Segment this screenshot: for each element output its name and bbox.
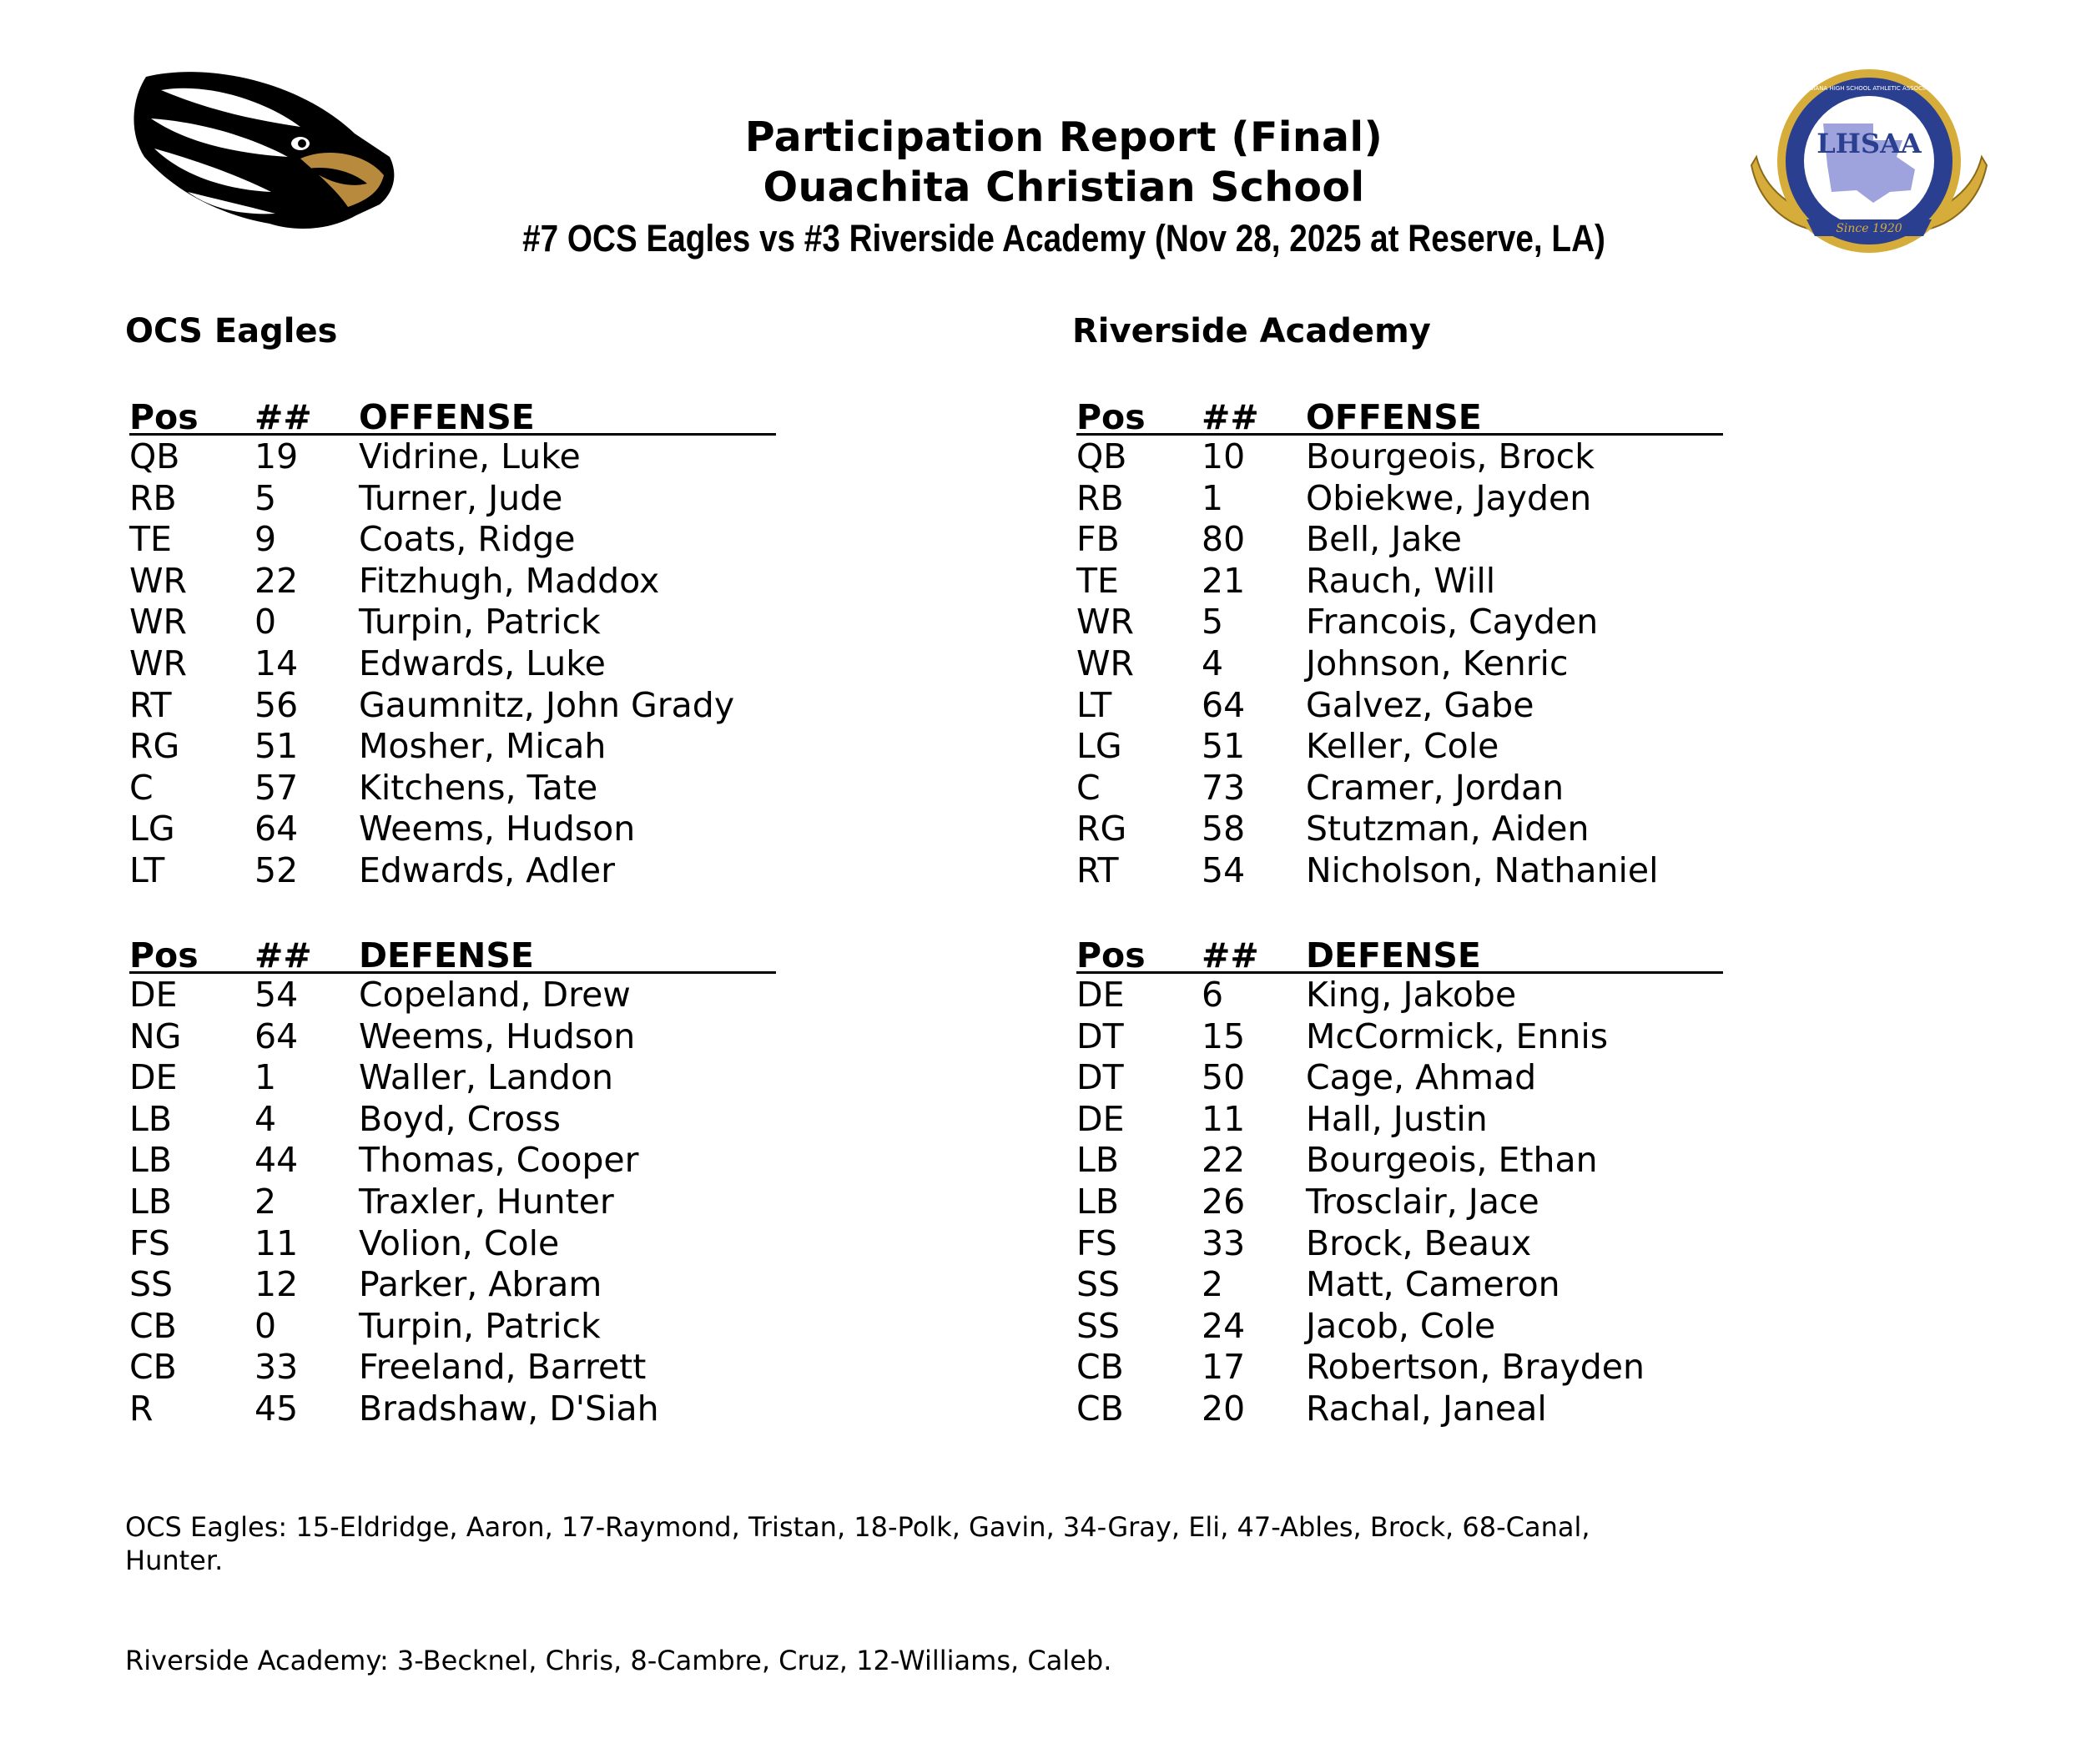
player-name: Rachal, Janeal bbox=[1306, 1388, 1547, 1429]
player-number: 10 bbox=[1202, 436, 1246, 476]
player-name: Jacob, Cole bbox=[1306, 1305, 1496, 1346]
player-row bbox=[129, 808, 776, 849]
player-position: LB bbox=[129, 1098, 172, 1139]
player-name: McCormick, Ennis bbox=[1306, 1016, 1609, 1056]
player-name: Boyd, Cross bbox=[359, 1098, 561, 1139]
ocs-substitutes: OCS Eagles: 15-Eldridge, Aaron, 17-Raymond, Tristan, 18-Polk, Gavin, 34-Gray, Eli, 47-Ables, Brock, 68-Canal, Hunter. bbox=[125, 1511, 1590, 1576]
player-position: LB bbox=[1076, 1140, 1119, 1181]
player-number: 2 bbox=[1202, 1264, 1224, 1305]
player-name: Waller, Landon bbox=[359, 1057, 614, 1098]
player-name: King, Jakobe bbox=[1306, 975, 1517, 1015]
player-position: DE bbox=[129, 1057, 178, 1098]
player-name: Brock, Beaux bbox=[1306, 1222, 1532, 1263]
player-position: CB bbox=[129, 1347, 177, 1388]
player-position: LB bbox=[129, 1140, 172, 1181]
player-position: WR bbox=[129, 560, 188, 601]
player-position: RT bbox=[129, 684, 172, 725]
player-row bbox=[1076, 808, 1723, 849]
player-number: 64 bbox=[1202, 684, 1246, 725]
player-row bbox=[129, 684, 776, 726]
player-position: R bbox=[129, 1388, 154, 1429]
player-position: CB bbox=[1076, 1347, 1124, 1388]
player-name: Freeland, Barrett bbox=[359, 1347, 647, 1388]
player-name: Gaumnitz, John Grady bbox=[359, 684, 735, 725]
player-position: LT bbox=[1076, 684, 1112, 725]
player-row bbox=[1076, 518, 1723, 560]
player-row bbox=[1076, 1346, 1723, 1388]
player-row bbox=[129, 518, 776, 560]
player-position: NG bbox=[129, 1016, 182, 1056]
player-name: Bell, Jake bbox=[1306, 519, 1462, 560]
player-position: SS bbox=[1076, 1264, 1121, 1305]
player-name: Turpin, Patrick bbox=[359, 1305, 601, 1346]
player-name: Volion, Cole bbox=[359, 1222, 560, 1263]
col-unit: DEFENSE bbox=[1306, 935, 1481, 975]
player-number: 45 bbox=[254, 1388, 299, 1429]
col-num: ## bbox=[254, 397, 312, 437]
player-row bbox=[129, 1222, 776, 1264]
col-num: ## bbox=[1202, 935, 1259, 975]
player-row bbox=[1076, 684, 1723, 726]
player-row bbox=[1076, 767, 1723, 809]
player-row bbox=[129, 1098, 776, 1140]
player-name: Rauch, Will bbox=[1306, 560, 1496, 601]
team-name: Riverside Academy bbox=[1072, 312, 1431, 350]
player-number: 19 bbox=[254, 436, 299, 476]
offense-roster bbox=[1076, 392, 1723, 891]
player-number: 64 bbox=[254, 809, 299, 849]
player-name: Thomas, Cooper bbox=[359, 1140, 639, 1181]
player-number: 44 bbox=[254, 1140, 299, 1181]
player-number: 73 bbox=[1202, 767, 1246, 808]
player-name: Matt, Cameron bbox=[1306, 1264, 1560, 1305]
player-name: Weems, Hudson bbox=[359, 809, 636, 849]
player-row bbox=[1076, 849, 1723, 891]
player-name: Fitzhugh, Maddox bbox=[359, 560, 660, 601]
player-name: Robertson, Brayden bbox=[1306, 1347, 1645, 1388]
player-position: TE bbox=[1076, 560, 1119, 601]
player-name: Keller, Cole bbox=[1306, 726, 1499, 767]
offense-roster bbox=[129, 392, 776, 891]
player-name: Hall, Justin bbox=[1306, 1098, 1488, 1139]
player-number: 56 bbox=[254, 684, 299, 725]
player-number: 21 bbox=[1202, 560, 1246, 601]
player-number: 80 bbox=[1202, 519, 1246, 560]
col-pos: Pos bbox=[129, 935, 199, 975]
player-number: 11 bbox=[254, 1222, 299, 1263]
school-name: Ouachita Christian School bbox=[763, 164, 1365, 211]
player-name: Parker, Abram bbox=[359, 1264, 602, 1305]
player-number: 54 bbox=[254, 975, 299, 1015]
player-name: Edwards, Luke bbox=[359, 643, 606, 683]
player-position: QB bbox=[129, 436, 180, 476]
player-number: 11 bbox=[1202, 1098, 1246, 1139]
player-row bbox=[1076, 601, 1723, 643]
player-row bbox=[129, 767, 776, 809]
player-row bbox=[129, 1181, 776, 1222]
player-name: Kitchens, Tate bbox=[359, 767, 598, 808]
roster-header bbox=[129, 392, 776, 436]
player-position: LT bbox=[129, 849, 165, 890]
player-row bbox=[1076, 1263, 1723, 1305]
roster-header bbox=[1076, 930, 1723, 974]
player-number: 6 bbox=[1202, 975, 1224, 1015]
player-name: Cage, Ahmad bbox=[1306, 1057, 1537, 1098]
player-position: DE bbox=[1076, 975, 1125, 1015]
report-title: Participation Report (Final) bbox=[744, 113, 1383, 161]
player-row bbox=[1076, 974, 1723, 1016]
player-row bbox=[129, 849, 776, 891]
player-position: WR bbox=[129, 602, 188, 643]
col-unit: OFFENSE bbox=[359, 397, 535, 437]
player-position: C bbox=[1076, 767, 1101, 808]
player-name: Vidrine, Luke bbox=[359, 436, 581, 476]
player-row bbox=[129, 1305, 776, 1347]
player-position: SS bbox=[1076, 1305, 1121, 1346]
defense-roster bbox=[129, 930, 776, 1429]
player-name: Stutzman, Aiden bbox=[1306, 809, 1590, 849]
lhsaa-ring-text: LOUISIANA HIGH SCHOOL ATHLETIC ASSOCIATION bbox=[1796, 85, 1942, 92]
player-name: Obiekwe, Jayden bbox=[1306, 477, 1592, 518]
player-position: SS bbox=[129, 1264, 174, 1305]
col-pos: Pos bbox=[1076, 935, 1146, 975]
player-position: WR bbox=[1076, 643, 1135, 683]
team-name: OCS Eagles bbox=[125, 312, 338, 350]
player-position: FB bbox=[1076, 519, 1120, 560]
player-row bbox=[129, 560, 776, 602]
player-number: 33 bbox=[1202, 1222, 1246, 1263]
player-position: C bbox=[129, 767, 154, 808]
player-row bbox=[1076, 436, 1723, 477]
player-number: 5 bbox=[254, 477, 277, 518]
player-position: CB bbox=[1076, 1388, 1124, 1429]
player-position: TE bbox=[129, 519, 172, 560]
player-name: Weems, Hudson bbox=[359, 1016, 636, 1056]
col-pos: Pos bbox=[1076, 397, 1146, 437]
player-number: 15 bbox=[1202, 1016, 1246, 1056]
player-name: Edwards, Adler bbox=[359, 849, 615, 890]
lhsaa-text: LHSAA bbox=[1816, 128, 1922, 159]
player-name: Turner, Jude bbox=[359, 477, 563, 518]
player-name: Traxler, Hunter bbox=[359, 1181, 614, 1222]
player-number: 0 bbox=[254, 602, 277, 643]
riverside-substitutes: Riverside Academy: 3-Becknel, Chris, 8-Cambre, Cruz, 12-Williams, Caleb. bbox=[125, 1645, 1112, 1676]
player-name: Bourgeois, Brock bbox=[1306, 436, 1595, 476]
player-position: DE bbox=[129, 975, 178, 1015]
player-row bbox=[129, 725, 776, 767]
player-name: Turpin, Patrick bbox=[359, 602, 601, 643]
player-number: 57 bbox=[254, 767, 299, 808]
player-number: 5 bbox=[1202, 602, 1224, 643]
player-number: 54 bbox=[1202, 849, 1246, 890]
player-row bbox=[1076, 560, 1723, 602]
player-row bbox=[1076, 725, 1723, 767]
matchup-line: #7 OCS Eagles vs #3 Riverside Academy (Nov 28, 2025 at Reserve, LA) bbox=[522, 217, 1605, 260]
player-number: 58 bbox=[1202, 809, 1246, 849]
player-number: 24 bbox=[1202, 1305, 1246, 1346]
player-number: 0 bbox=[254, 1305, 277, 1346]
col-pos: Pos bbox=[129, 397, 199, 437]
player-name: Bourgeois, Ethan bbox=[1306, 1140, 1598, 1181]
player-row bbox=[1076, 1222, 1723, 1264]
lhsaa-since-text: Since 1920 bbox=[1836, 222, 1902, 235]
player-number: 20 bbox=[1202, 1388, 1246, 1429]
player-row bbox=[1076, 1056, 1723, 1098]
player-position: RB bbox=[1076, 477, 1124, 518]
player-position: WR bbox=[1076, 602, 1135, 643]
player-name: Galvez, Gabe bbox=[1306, 684, 1534, 725]
player-position: DT bbox=[1076, 1057, 1124, 1098]
player-position: LB bbox=[129, 1181, 172, 1222]
player-row bbox=[129, 1346, 776, 1388]
player-position: WR bbox=[129, 643, 188, 683]
player-row bbox=[1076, 1016, 1723, 1057]
player-row bbox=[129, 1139, 776, 1181]
player-number: 14 bbox=[254, 643, 299, 683]
player-position: DT bbox=[1076, 1016, 1124, 1056]
player-row bbox=[1076, 1181, 1723, 1222]
player-row bbox=[1076, 477, 1723, 519]
player-row bbox=[1076, 1098, 1723, 1140]
player-position: FS bbox=[1076, 1222, 1117, 1263]
player-number: 22 bbox=[254, 560, 299, 601]
player-row bbox=[129, 1263, 776, 1305]
player-row bbox=[129, 643, 776, 684]
player-row bbox=[129, 601, 776, 643]
player-position: RG bbox=[129, 726, 180, 767]
player-number: 1 bbox=[254, 1057, 277, 1098]
roster-header bbox=[129, 930, 776, 974]
player-row bbox=[129, 477, 776, 519]
player-number: 2 bbox=[254, 1181, 277, 1222]
player-name: Cramer, Jordan bbox=[1306, 767, 1564, 808]
player-position: RG bbox=[1076, 809, 1127, 849]
player-number: 33 bbox=[254, 1347, 299, 1388]
player-position: QB bbox=[1076, 436, 1127, 476]
player-row bbox=[1076, 1305, 1723, 1347]
player-number: 51 bbox=[254, 726, 299, 767]
player-row bbox=[1076, 1388, 1723, 1429]
player-row bbox=[129, 1056, 776, 1098]
player-number: 22 bbox=[1202, 1140, 1246, 1181]
col-unit: OFFENSE bbox=[1306, 397, 1482, 437]
player-name: Mosher, Micah bbox=[359, 726, 607, 767]
player-number: 12 bbox=[254, 1264, 299, 1305]
player-number: 9 bbox=[254, 519, 277, 560]
player-number: 50 bbox=[1202, 1057, 1246, 1098]
player-name: Bradshaw, D'Siah bbox=[359, 1388, 659, 1429]
player-position: FS bbox=[129, 1222, 170, 1263]
col-num: ## bbox=[254, 935, 312, 975]
player-position: RT bbox=[1076, 849, 1119, 890]
player-position: RB bbox=[129, 477, 177, 518]
player-position: CB bbox=[129, 1305, 177, 1346]
player-name: Francois, Cayden bbox=[1306, 602, 1599, 643]
player-row bbox=[1076, 1139, 1723, 1181]
player-row bbox=[129, 436, 776, 477]
defense-roster bbox=[1076, 930, 1723, 1429]
player-row bbox=[129, 1016, 776, 1057]
player-name: Nicholson, Nathaniel bbox=[1306, 849, 1659, 890]
player-name: Coats, Ridge bbox=[359, 519, 576, 560]
player-name: Johnson, Kenric bbox=[1306, 643, 1569, 683]
player-number: 4 bbox=[254, 1098, 277, 1139]
player-row bbox=[1076, 643, 1723, 684]
player-number: 64 bbox=[254, 1016, 299, 1056]
player-name: Trosclair, Jace bbox=[1306, 1181, 1539, 1222]
col-unit: DEFENSE bbox=[359, 935, 534, 975]
roster-header bbox=[1076, 392, 1723, 436]
player-row bbox=[129, 974, 776, 1016]
player-number: 4 bbox=[1202, 643, 1224, 683]
player-name: Copeland, Drew bbox=[359, 975, 631, 1015]
player-position: LG bbox=[129, 809, 175, 849]
report-header bbox=[0, 113, 2086, 265]
player-number: 1 bbox=[1202, 477, 1224, 518]
player-row bbox=[129, 1388, 776, 1429]
player-number: 52 bbox=[254, 849, 299, 890]
player-number: 26 bbox=[1202, 1181, 1246, 1222]
col-num: ## bbox=[1202, 397, 1259, 437]
player-position: DE bbox=[1076, 1098, 1125, 1139]
player-position: LB bbox=[1076, 1181, 1119, 1222]
player-position: LG bbox=[1076, 726, 1122, 767]
player-number: 51 bbox=[1202, 726, 1246, 767]
player-number: 17 bbox=[1202, 1347, 1246, 1388]
